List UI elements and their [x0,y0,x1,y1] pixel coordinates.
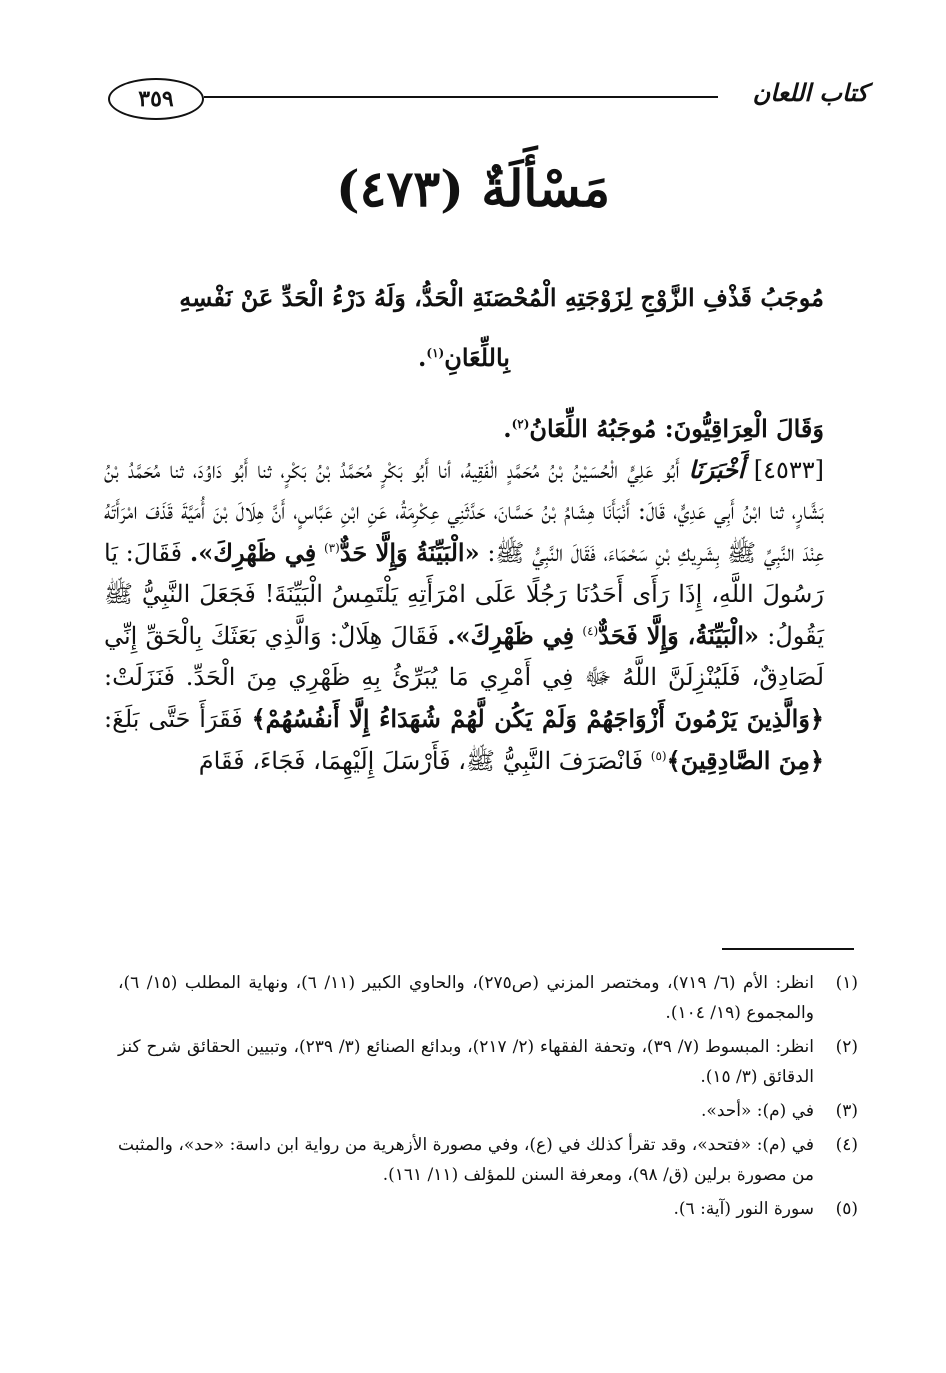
running-header [108,78,868,122]
book-title: كتاب اللعان [752,78,868,107]
footnote-item [118,1032,858,1092]
footnote-separator [722,948,854,950]
footnote-marker-2: (٢) [511,417,530,431]
hadith-seg-2: فَقَالَ: يَا رَسُولَ اللَّهِ، إِذَا رَأَى أَحَدُنَا رَجُلًا عَلَى امْرَأَتِهِ يَلْتَمِسُ الْبَيِّنَةَ! فَجَعَلَ النَّبِيُّ ﷺ يَقُولُ: [104,539,824,650]
hadith-seg-4: فَقَرَأَ حَتَّى بَلَغَ: [104,705,243,733]
footnote-text: في (م): «أحد». [701,1101,814,1121]
iraqi-text: وَقَالَ الْعِرَاقِيُّونَ: مُوجَبُهُ اللِّعَانُ [529,414,824,443]
footnote-marker-1: (١) [426,346,445,360]
issue-line-2-end: . [418,343,427,372]
footnote-item [118,1130,858,1190]
iraqi-end: . [503,414,512,443]
footnote-item [118,1194,858,1224]
footnote-number: (٣) [835,1101,858,1121]
footnote-marker-4: (٤) [582,624,599,638]
footnote-item [118,968,858,1028]
page-number: ٣٥٩ [108,78,204,120]
hadith-number: [٤٥٣٣] [753,456,824,484]
hadith-seg-1: أَبُو عَلِيٍّ الْحُسَيْنُ بْنُ مُحَمَّدٍ الْفَقِيهُ، أنا أَبُو بَكْرٍ مُحَمَّدُ بْنُ بَكْرٍ، ثنا أَبُو دَاوُدَ، ثنا مُحَمَّدُ بْنُ بَشَّارٍ، ثنا ابْنُ أَبِي عَدِيٍّ، قَالَ: أَنْبَأَنَا هِشَامُ بْنُ حَسَّانَ، حَدَّثَنِي عِكْرِمَةُ، عَنِ ابْنِ عَبَّاسٍ، أَنَّ هِلَالَ بْنَ أُمَيَّةَ قَذَفَ امْرَأَتَهُ عِنْدَ النَّبِيِّ ﷺ بِشَرِيكِ بْنِ سَحْمَاءَ، فَقَالَ النَّبِيُّ ﷺ: [104,456,825,567]
issue-line-1: مُوجَبُ قَذْفِ الزَّوْجِ لِزَوْجَتِهِ الْمُحْصَنَةِ الْحَدُّ، وَلَهُ دَرْءُ الْحَدِّ عَنْ نَفْسِهِ [179,283,824,312]
footnote-text: انظر: الأم (٦/ ٧١٩)، ومختصر المزني (ص٢٧٥)، والحاوي الكبير (١١/ ٦)، ونهاية المطلب (١٥/ ٦)، والمجموع (١٩/ ١٠٤). [118,973,814,1023]
iraqi-opinion [104,408,824,449]
quran-verse-1: ﴿وَالَّذِينَ يَرْمُونَ أَزْوَاجَهُمْ وَلَمْ يَكُن لَّهُمْ شُهَدَاءُ إِلَّا أَنفُسُهُمْ﴾ [251,704,824,733]
quran-verse-2: ﴿مِنَ الصَّادِقِينَ﴾ [666,746,824,775]
footnote-number: (١) [835,973,858,993]
masala-heading: مَسْأَلَةٌ (٤٧٣) [336,159,610,218]
main-text [104,408,824,782]
footnote-number: (٥) [835,1199,858,1219]
footnote-text: انظر: المبسوط (٧/ ٣٩)، وتحفة الفقهاء (٢/ ٢١٧)، وبدائع الصنائع (٣/ ٢٣٩)، وتبيين الحقائق شرح كنز الدقائق (٣/ ١٥). [118,1037,814,1087]
issue-line-2-text: بِاللِّعَانِ [444,343,510,372]
quote-1: «الْبَيِّنَةُ وَإِلَّا حَدٌّ [339,538,480,567]
footnote-text: في (م): «فتحد»، وقد تقرأ كذلك في (ع)، وفي مصورة الأزهرية من رواية ابن داسة: «حد»، والمثبت من مصورة برلين (ق/ ٩٨)، ومعرفة السنن للمؤلف (١١/ ١٦١). [118,1135,814,1185]
footnote-number: (٤) [835,1135,858,1155]
footnote-marker-3: (٣) [323,541,340,555]
hadith-paragraph [104,449,824,782]
issue-statement [104,268,824,388]
footnotes [118,968,858,1228]
footnote-marker-5: (٥) [650,749,667,763]
hadith-seg-3: فَقَالَ هِلَالٌ: وَالَّذِي بَعَثَكَ بِالْحَقِّ إِنِّي لَصَادِقٌ، فَلَيُنْزِلَنَّ اللَّهُ ﷻ فِي أَمْرِي مَا يُبَرِّئُ بِهِ ظَهْرِي مِنَ الْحَدِّ. فَنَزَلَتْ: [104,622,824,691]
issue-line-2 [104,328,824,388]
hadith-seg-5: فَانْصَرَفَ النَّبِيُّ ﷺ، فَأَرْسَلَ إِلَيْهِمَا، فَجَاءَ، فَقَامَ [198,747,644,775]
quote-1-end: فِي ظَهْرِكَ». [189,538,317,567]
footnote-item [118,1096,858,1126]
header-rule [204,96,718,98]
footnote-text: سورة النور (آية: ٦). [673,1199,814,1219]
quote-2: «الْبَيِّنَةُ، وَإِلَّا فَحَدٌّ [598,621,759,650]
quote-2-end: فِي ظَهْرِكَ». [447,621,575,650]
footnote-number: (٢) [835,1037,858,1057]
akhbarana: أَخْبَرَنَا [688,455,745,484]
